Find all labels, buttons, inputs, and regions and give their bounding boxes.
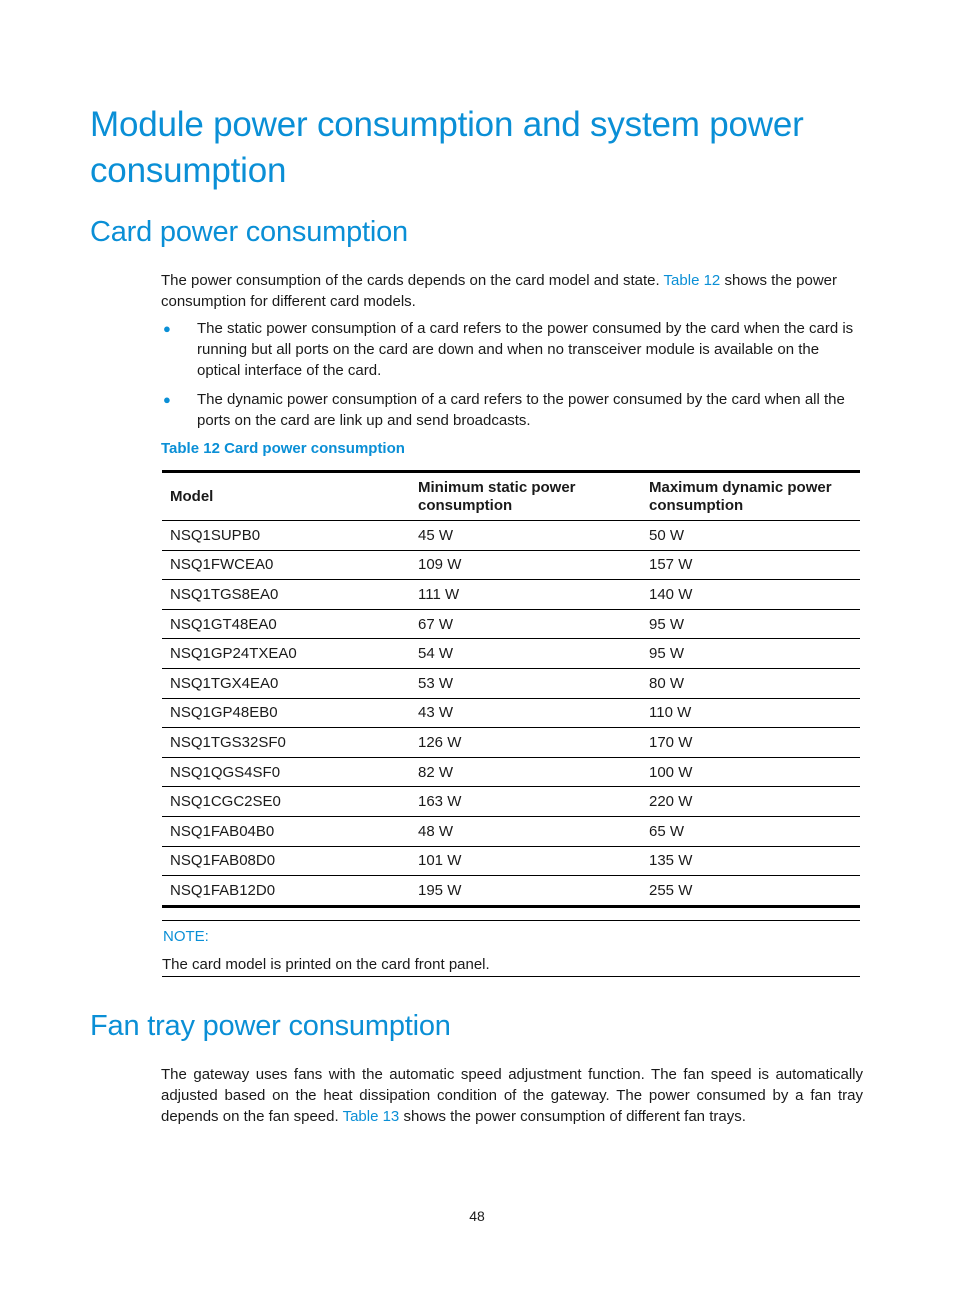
cell-min-static: 126 W (410, 728, 641, 758)
cell-min-static: 45 W (410, 521, 641, 551)
table-row (162, 876, 860, 907)
cell-max-dynamic: 135 W (641, 846, 860, 876)
cell-min-static: 67 W (410, 609, 641, 639)
note-bottom-rule (162, 976, 860, 977)
table-row (162, 757, 860, 787)
cell-model: NSQ1GP24TXEA0 (162, 639, 410, 669)
card-power-bullet-list (161, 318, 863, 431)
table-row (162, 846, 860, 876)
cell-min-static: 101 W (410, 846, 641, 876)
cell-max-dynamic: 220 W (641, 787, 860, 817)
cell-min-static: 54 W (410, 639, 641, 669)
cell-model: NSQ1GP48EB0 (162, 698, 410, 728)
table-12-link[interactable]: Table 12 (663, 272, 721, 289)
cell-min-static: 43 W (410, 698, 641, 728)
cell-model: NSQ1FAB12D0 (162, 876, 410, 907)
cell-max-dynamic: 80 W (641, 668, 860, 698)
table-row (162, 609, 860, 639)
cell-max-dynamic: 50 W (641, 521, 860, 551)
cell-model: NSQ1TGS32SF0 (162, 728, 410, 758)
bullet-icon: ● (163, 392, 171, 407)
cell-max-dynamic: 110 W (641, 698, 860, 728)
note-label: NOTE: (163, 928, 209, 945)
cell-max-dynamic: 95 W (641, 609, 860, 639)
cell-min-static: 163 W (410, 787, 641, 817)
table-row (162, 639, 860, 669)
page-title: Module power consumption and system power consumption (90, 105, 804, 190)
table-header-row (162, 472, 860, 521)
intro-text-after: shows the power consumption for different card models. (161, 272, 837, 310)
cell-min-static: 109 W (410, 550, 641, 580)
fan-text-after: shows the power consumption of different fan trays. (403, 1108, 746, 1125)
cell-min-static: 48 W (410, 816, 641, 846)
card-power-intro (161, 270, 863, 312)
fan-tray-paragraph (161, 1064, 863, 1127)
cell-min-static: 82 W (410, 757, 641, 787)
cell-max-dynamic: 95 W (641, 639, 860, 669)
cell-min-static: 111 W (410, 580, 641, 610)
table-row (162, 550, 860, 580)
table-row (162, 580, 860, 610)
note-top-rule (162, 920, 860, 921)
cell-max-dynamic: 255 W (641, 876, 860, 907)
intro-text-before: The power consumption of the cards depends on the card model and state. (161, 272, 660, 289)
cell-max-dynamic: 100 W (641, 757, 860, 787)
cell-max-dynamic: 65 W (641, 816, 860, 846)
table-row (162, 728, 860, 758)
table-row (162, 668, 860, 698)
cell-model: NSQ1FAB08D0 (162, 846, 410, 876)
cell-model: NSQ1CGC2SE0 (162, 787, 410, 817)
table-body (162, 521, 860, 907)
fan-text-before: The gateway uses fans with the automatic speed adjustment function. The fan speed is automatically adjusted based on the heat dissipation condition of the gateway. The power consumed by a fan tray depends on the fan speed. (161, 1066, 863, 1125)
cell-model: NSQ1TGS8EA0 (162, 580, 410, 610)
bullet-text: The static power consumption of a card refers to the power consumed by the card when the card is running but all ports on the card are down and when no transceiver module is available on the optical interface of the card. (197, 320, 854, 379)
bullet-text: The dynamic power consumption of a card refers to the power consumed by the card when all the ports on the card are link up and send broadcasts. (197, 391, 845, 429)
cell-model: NSQ1FWCEA0 (162, 550, 410, 580)
cell-max-dynamic: 170 W (641, 728, 860, 758)
table-row (162, 698, 860, 728)
column-header-min-static: Minimum static power consumption (410, 472, 641, 521)
cell-max-dynamic: 140 W (641, 580, 860, 610)
cell-model: NSQ1QGS4SF0 (162, 757, 410, 787)
list-item (161, 389, 863, 431)
section-heading-card-power: Card power consumption (90, 216, 408, 248)
page-number: 48 (469, 1208, 485, 1224)
section-heading-fan-tray-power: Fan tray power consumption (90, 1010, 451, 1042)
cell-model: NSQ1FAB04B0 (162, 816, 410, 846)
cell-max-dynamic: 157 W (641, 550, 860, 580)
column-header-model: Model (162, 472, 410, 521)
cell-model: NSQ1SUPB0 (162, 521, 410, 551)
list-item (161, 318, 863, 381)
table-row (162, 816, 860, 846)
cell-model: NSQ1GT48EA0 (162, 609, 410, 639)
card-power-table (162, 470, 860, 908)
cell-min-static: 195 W (410, 876, 641, 907)
table-caption: Table 12 Card power consumption (161, 440, 405, 457)
table-row (162, 521, 860, 551)
table-13-link[interactable]: Table 13 (342, 1108, 400, 1125)
cell-model: NSQ1TGX4EA0 (162, 668, 410, 698)
cell-min-static: 53 W (410, 668, 641, 698)
column-header-max-dynamic: Maximum dynamic power consumption (641, 472, 860, 521)
table-row (162, 787, 860, 817)
note-text: The card model is printed on the card front panel. (162, 956, 490, 973)
bullet-icon: ● (163, 321, 171, 336)
